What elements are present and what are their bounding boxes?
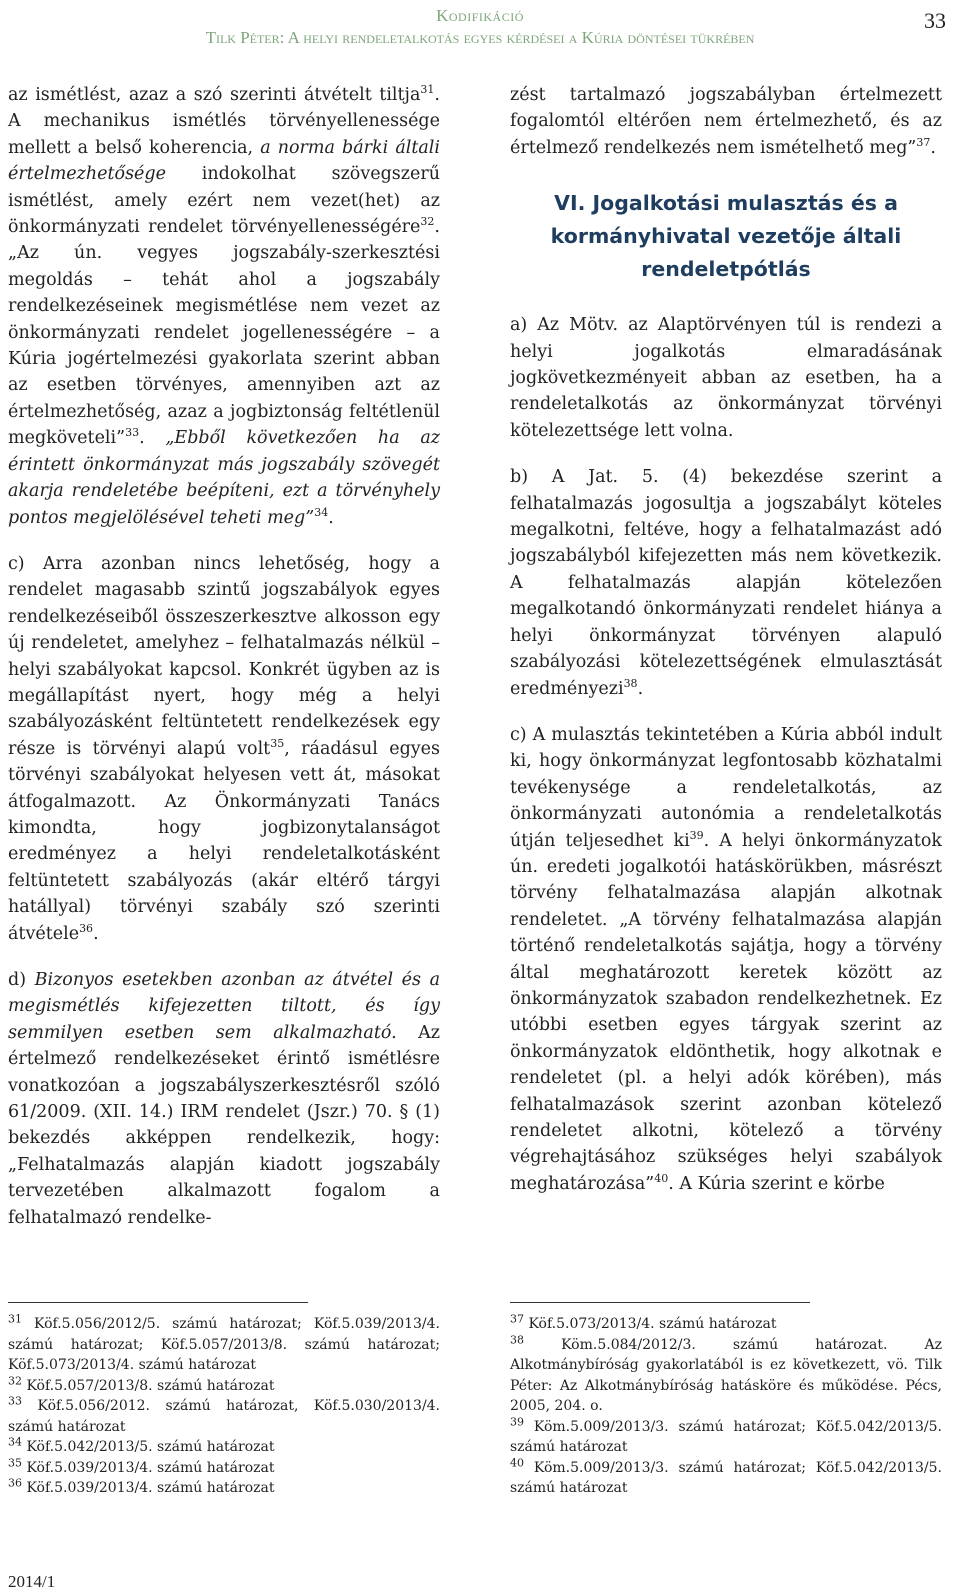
text: . xyxy=(930,137,936,158)
footnote-number: 36 xyxy=(8,1476,22,1490)
running-header xyxy=(0,6,960,48)
footnote-ref[interactable]: 31 xyxy=(420,83,435,97)
paragraph-right-1 xyxy=(510,82,942,161)
footnote-ref[interactable]: 36 xyxy=(79,921,94,935)
footnote-text: Köf.5.039/2013/4. számú határozat xyxy=(26,1459,275,1476)
footnote-ref[interactable]: 35 xyxy=(270,736,285,750)
footnote xyxy=(8,1373,440,1397)
footnote-ref[interactable]: 40 xyxy=(654,1171,669,1185)
footnote-number: 39 xyxy=(510,1414,524,1428)
right-column xyxy=(510,82,942,1197)
footnote-number: 31 xyxy=(8,1312,22,1326)
footnote-divider xyxy=(510,1302,810,1303)
footnote xyxy=(8,1455,440,1479)
text: b) A Jat. 5. (4) bekezdése szerint a felhatalmazás jogosultja a jogszabályt köteles megalkotni, feltéve, hogy a felhatalmazást adó jogszabályból kifejezetten más nem következik. A felhatalmazás alapján kötelezően megalkotandó önkormányzati rendelet hiánya a helyi önkormányzat törvényen alapuló szabályozási kötelezettségének elmulasztását eredményezi xyxy=(510,467,942,699)
footnote-number: 37 xyxy=(510,1312,524,1326)
footnotes-left xyxy=(8,1314,440,1499)
footnote-text: Köf.5.056/2012. számú határozat, Köf.5.030/2013/4. számú határozat xyxy=(8,1398,441,1435)
paragraph-right-2: a) Az Mötv. az Alaptörvényen túl is rendezi a helyi jogalkotás elmaradásának jogkövetkezményeit abban az esetben, ha a rendeletalkotás az önkormányzat törvényi kötelezettsége lett volna. xyxy=(510,315,942,441)
text: . „Az ún. vegyes jogszabály-szerkesztési megoldás – tehát ahol a jogszabály rendelkezéseinek megismétlése nem vezet az önkormányzati rendelet jogellenességére – a Kúria jogértelmezési gyakorlata szerint abban az esetben törvényes, amennyiben azt az értelmezhetőség, azaz a jogbiztonság feltétlenül megköveteli” xyxy=(8,217,440,449)
footnote-ref[interactable]: 34 xyxy=(314,505,329,519)
italic-text: „Ebből következően ha az érintett önkormányzat más jogszabály szövegét akarja rendeletébe beépíteni, ezt a törvényhely pontos megjelölésével teheti meg” xyxy=(8,428,440,528)
footnote-number: 33 xyxy=(8,1394,22,1408)
footnote-text: Köf.5.042/2013/5. számú határozat xyxy=(26,1439,275,1455)
text: . xyxy=(93,923,99,944)
footnote-text: Köf.5.073/2013/4. számú határozat xyxy=(528,1316,777,1332)
footnote xyxy=(510,1332,943,1417)
text: zést tartalmazó jogszabályban értelmezett fogalomtól eltérően nem értelmezhető, és az értelmező rendelkezés nem ismételhető meg” xyxy=(510,85,942,158)
italic-text: a norma bárki általi értelmezhetősége xyxy=(8,137,441,185)
footnotes-right xyxy=(510,1314,942,1499)
text: . xyxy=(139,428,166,449)
text: c) A mulasztás tekintetében a Kúria abból indult ki, hogy önkormányzat legfontosabb közhatalmi tevékenysége a rendeletalkotás, az önkormányzati autonómia a rendeletalkotás útján teljesedhet ki xyxy=(510,724,942,851)
issue-label: 2014/1 xyxy=(8,1572,56,1591)
paragraph-left-3 xyxy=(8,967,440,1231)
text: . A helyi önkormányzatok ún. eredeti jogalkotói hatáskörükben, másrészt törvény felhatalmazása alapján alkotnak rendeletet. „A törvény felhatalmazása alapján történő rendeletalkotás sajátja, hogy a törvény által meghatározott keretek között az önkormányzatok szabadon rendelkezhetnek. Ez utóbbi esetben egyes tárgyak szerint az önkormányzatok eldönthetik, hogy alkotnak e rendeletet (pl. a helyi adók körében), más felhatalmazások szerint azonban kötelező rendeletet alkotni, kötelező a törvény végrehajtásához szükséges helyi szabályok meghatározása” xyxy=(510,830,942,1194)
footnote-text: Köm.5.009/2013/3. számú határozat; Köf.5.042/2013/5. számú határozat xyxy=(510,1459,943,1496)
footnote-text: Köm.5.009/2013/3. számú határozat; Köf.5.042/2013/5. számú határozat xyxy=(510,1418,943,1455)
paragraph-right-4 xyxy=(510,722,942,1197)
text: . A mechanikus ismétlés törvényellenessége mellett a belső koherencia, xyxy=(8,85,440,158)
text: c) Arra azonban nincs lehetőség, hogy a rendelet magasabb szintű jogszabályok egyes rendelkezéseiből összeszerkesztve alkosson egy új rendeletet, amelyhez – felhatalmazás nélkül – helyi szabályokat kapcsol. Konkrét ügyben az is megállapítást nyert, hogy még a helyi szabályozásként feltüntetett rendelkezések egy része is törvényi alapú volt xyxy=(8,553,440,759)
text: . xyxy=(328,507,334,528)
text: Az értelmező rendelkezéseket érintő ismétlésre vonatkozóan a jogszabályszerkesztésről szóló 61/2009. (XII. 14.) IRM rendelet (Jszr.) 70. § (1) bekezdés akképpen rendelkezik, hogy: „Felhatalmazás alapján kiadott jogszabály tervezetében alkalmazott fogalom a felhatalmazó rendelke- xyxy=(8,1022,440,1228)
italic-text: Bizonyos esetekben azonban az átvétel és a megismétlés kifejezetten tiltott, és így semmilyen esetben sem alkalmazható. xyxy=(8,970,441,1043)
footnote-text: Köf.5.039/2013/4. számú határozat xyxy=(26,1480,275,1496)
footnote xyxy=(510,1455,943,1499)
page-number: 33 xyxy=(924,8,946,33)
footnote-divider xyxy=(8,1302,308,1303)
text: , ráadásul egyes törvényi szabályokat helyesen vett át, másokat átfogalmazott. Az Önkormányzati Tanács kimondta, hogy jogbizonytalanságot eredményez a helyi rendeletalkotásként feltüntetett szabályozás (akár eltérő tárgyi hatállyal) törvényi szabály szó szerinti átvétele xyxy=(8,738,440,944)
footnote-ref[interactable]: 38 xyxy=(623,676,638,690)
footnote-number: 35 xyxy=(8,1455,22,1469)
section-heading: VI. Jogalkotási mulasztás és a kormányhivatal vezetője általi rendeletpótlás xyxy=(550,191,902,282)
paragraph-left-1 xyxy=(8,82,440,531)
footnote-number: 38 xyxy=(510,1332,524,1346)
text: . A Kúria szerint e körbe xyxy=(668,1173,885,1194)
text: d) xyxy=(8,970,35,990)
footnote xyxy=(8,1437,440,1458)
footnote-number: 40 xyxy=(510,1455,524,1469)
footnote-number: 32 xyxy=(8,1373,22,1387)
footnote-ref[interactable]: 37 xyxy=(916,135,931,149)
footnote xyxy=(8,1314,440,1376)
text: . xyxy=(637,678,644,699)
footnote-ref[interactable]: 33 xyxy=(125,426,140,440)
journal-name: Kodifikáció xyxy=(436,6,524,25)
footnote-number: 34 xyxy=(8,1435,22,1449)
footnote xyxy=(8,1478,440,1499)
footnote-text: Köm.5.084/2012/3. számú határozat. Az Alkotmánybíróság gyakorlatából is ez következett, vö. Tilk Péter: Az Alkotmánybíróság hatásköre és működése. Pécs, 2005, 204. o. xyxy=(510,1336,943,1414)
footnote xyxy=(510,1414,943,1458)
paragraph-right-3 xyxy=(510,464,942,702)
footnote xyxy=(510,1314,942,1335)
footnote-text: Köf.5.057/2013/8. számú határozat xyxy=(26,1377,275,1394)
left-column xyxy=(8,82,440,1231)
article-title: Tilk Péter: A helyi rendeletalkotás egyes kérdései a Kúria döntései tükrében xyxy=(205,28,755,47)
paragraph-left-2 xyxy=(8,551,440,947)
footnote-text: Köf.5.056/2012/5. számú határozat; Köf.5.039/2013/4. számú határozat; Köf.5.057/2013/8. számú határozat; Köf.5.073/2013/4. számú határozat xyxy=(8,1316,440,1373)
text: indokolhat szövegszerű ismétlést, amely ezért nem vezet(het) az önkormányzati rendelet törvényellenességére xyxy=(8,164,440,238)
footnote-ref[interactable]: 39 xyxy=(689,828,704,842)
text: az ismétlést, azaz a szó szerinti átvételt tiltja xyxy=(8,85,421,105)
footnote-ref[interactable]: 32 xyxy=(420,215,435,229)
footnote xyxy=(8,1396,440,1437)
